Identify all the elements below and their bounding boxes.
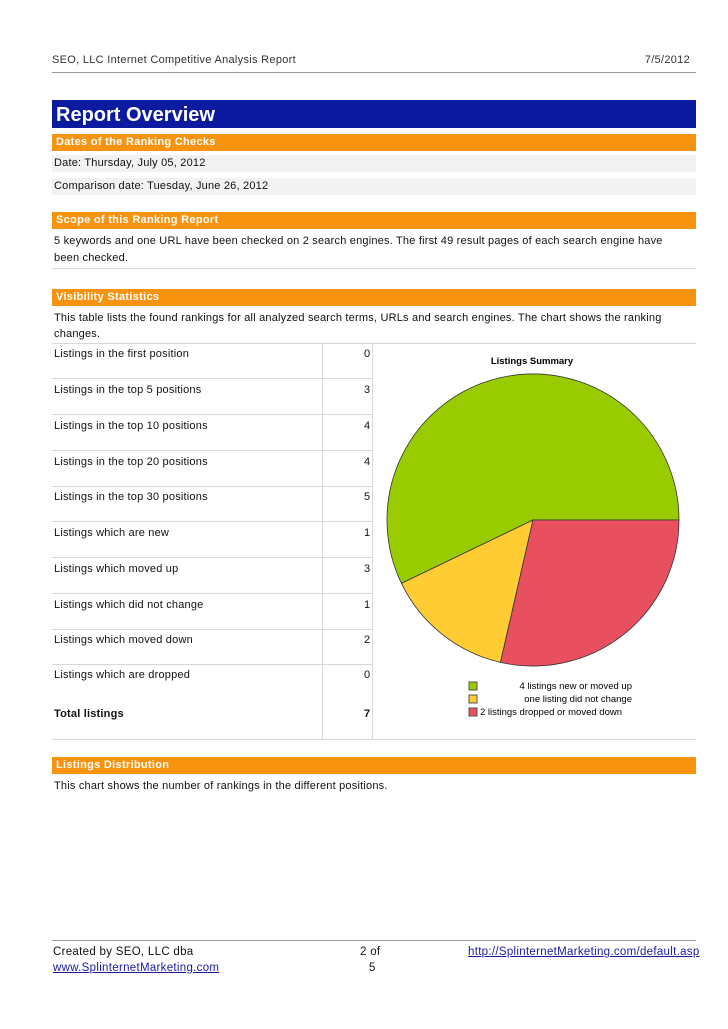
row-value: 5 — [364, 491, 371, 503]
footer-page-number: 2 of — [360, 946, 381, 958]
row-label: Listings which moved up — [54, 563, 179, 575]
dates-comparison-line: Comparison date: Tuesday, June 26, 2012 — [52, 178, 696, 195]
row-label: Listings which are new — [54, 527, 170, 539]
pie-chart — [372, 344, 696, 739]
row-value: 4 — [364, 420, 371, 432]
row-label: Listings which are dropped — [54, 669, 191, 681]
chart-title: Listings Summary — [490, 356, 574, 367]
row-label: Listings which moved down — [54, 634, 193, 646]
footer-created-by: Created by SEO, LLC dba — [53, 946, 194, 958]
footer-url-link[interactable]: http://SplinternetMarketing.com/default.asp — [468, 946, 700, 958]
distribution-text: This chart shows the number of rankings in the different positions. — [54, 780, 388, 792]
row-divider — [52, 486, 372, 487]
row-value: 0 — [364, 348, 371, 360]
report-header-date: 7/5/2012 — [644, 54, 690, 66]
visibility-text-line1: This table lists the found rankings for all analyzed search terms, URLs and search engines. The chart shows the ranking — [54, 312, 662, 324]
header-divider — [52, 72, 696, 73]
legend-swatch — [469, 682, 477, 690]
row-divider — [52, 521, 372, 522]
section-scope-title: Scope of this Ranking Report — [52, 212, 696, 229]
row-value: 4 — [364, 456, 371, 468]
row-label: Listings which did not change — [54, 599, 204, 611]
row-divider — [52, 450, 372, 451]
legend-label: 4 listings new or moved up — [519, 681, 632, 692]
page-title: Report Overview — [52, 100, 696, 128]
scope-divider — [52, 268, 696, 269]
legend-swatch — [469, 695, 477, 703]
total-value: 7 — [364, 708, 371, 720]
row-label: Listings in the top 5 positions — [54, 384, 202, 396]
row-value: 3 — [364, 563, 371, 575]
visibility-table-bottom — [52, 739, 696, 740]
row-divider — [52, 629, 372, 630]
section-dates-title: Dates of the Ranking Checks — [52, 134, 696, 151]
table-column-divider — [322, 344, 323, 739]
scope-text-line2: been checked. — [54, 252, 129, 264]
total-label: Total listings — [54, 708, 124, 720]
row-divider — [52, 378, 372, 379]
row-label: Listings in the top 20 positions — [54, 456, 208, 468]
footer-page-total: 5 — [369, 962, 376, 974]
footer-divider — [52, 940, 696, 941]
row-value: 3 — [364, 384, 371, 396]
row-value: 1 — [364, 599, 371, 611]
row-divider — [52, 414, 372, 415]
visibility-text-line2: changes. — [54, 328, 101, 340]
section-distribution-title: Listings Distribution — [52, 757, 696, 774]
report-header — [52, 54, 696, 66]
legend-label: one listing did not change — [524, 694, 632, 705]
legend-swatch — [469, 708, 477, 716]
row-label: Listings in the first position — [54, 348, 190, 360]
row-divider — [52, 664, 372, 665]
report-header-title: SEO, LLC Internet Competitive Analysis Report — [52, 54, 296, 66]
row-value: 1 — [364, 527, 371, 539]
row-value: 2 — [364, 634, 371, 646]
row-divider — [52, 557, 372, 558]
row-divider — [52, 593, 372, 594]
row-value: 0 — [364, 669, 371, 681]
legend-label: 2 listings dropped or moved down — [479, 707, 622, 718]
scope-text-line1: 5 keywords and one URL have been checked on 2 search engines. The first 49 result pages of each search engine have — [54, 235, 663, 247]
listings-summary-chart — [372, 344, 696, 739]
dates-date-line: Date: Thursday, July 05, 2012 — [52, 155, 696, 172]
row-label: Listings in the top 30 positions — [54, 491, 208, 503]
row-label: Listings in the top 10 positions — [54, 420, 208, 432]
section-visibility-title: Visibility Statistics — [52, 289, 696, 306]
footer-site-link[interactable]: www.SplinternetMarketing.com — [53, 962, 220, 974]
